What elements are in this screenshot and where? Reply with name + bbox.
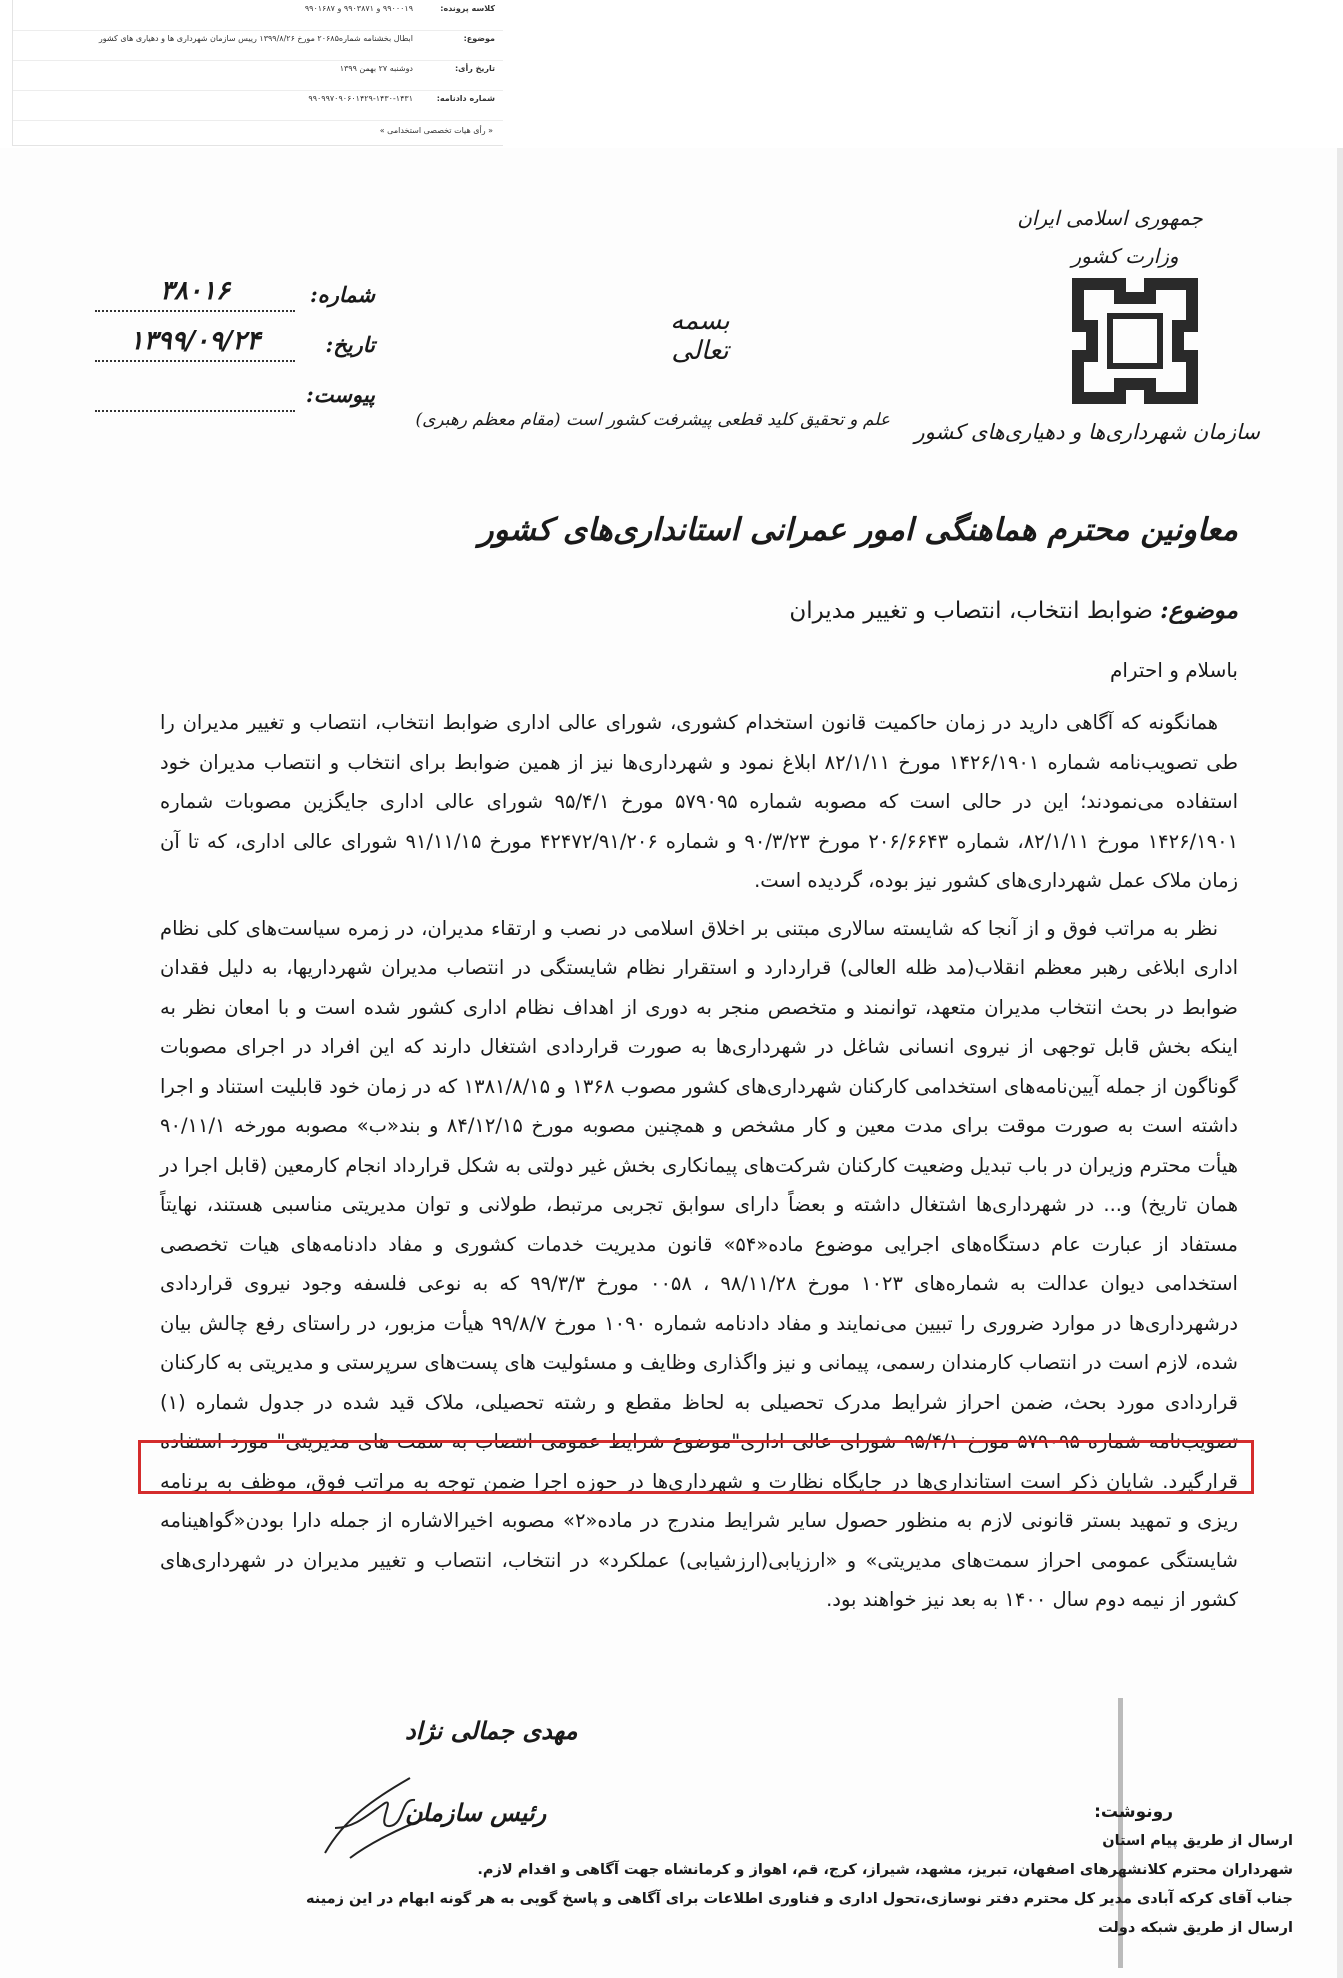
paragraph-2: نظر به مراتب فوق و از آنجا که شایسته سالاری مبتنی بر اخلاق اسلامی در نصب و ارتقاء مدیران، در زمره سیاست‌های کلی نظام اداری ابلاغی رهبر معظم انقلاب(مد ظله العالی) قراردارد و استقرار نظام شایستگی در انتصاب مدیران شهرداریها، به دلیل فقدان ضوابط در بحث انتخاب مدیران متعهد، توانمند و متخصص منجر به دوری از اهداف نظام اداری کشور شده است و با امعان نظر به اینکه بخش قابل توجهی از نیروی انسانی شاغل در شهرداری‌ها به صورت قراردادی اشتغال دارند که این افراد در اجرای مصوبات گوناگون از جمله آیین‌نامه‌های استخدامی کارکنان شهرداری‌های کشور مصوب ۱۳۶۸ و ۱۳۸۱/۸/۱۵ که در زمان خود قابلیت استناد و اجرا داشته است به صورت موقت برای مدت معین و کار مشخص و همچنین مصوبه مورخ ۸۴/۱۲/۱۵ و بند«ب» مصوبه مورخه ۹۰/۱۱/۱ هیأت محترم وزیران در باب تبدیل وضعیت کارکنان شرکت‌های پیمانکاری بخش غیر دولتی به شکل قرارداد انجام کارمعین (قابل اجرا در همان تاریخ) و... در شهرداری‌ها اشتغال داشته و بعضاً دارای سوابق تجربی مرتبط، طولانی و توان مدیریتی مناسبی هستند، نهایتاً مستفاد از عبارت عام دستگاه‌های اجرایی موضوع ماده«۵۴» قانون مدیریت خدمات کشوری و مفاد دادنامه‌های هیات تخصصی استخدامی دیوان عدالت به شماره‌های ۱۰۲۳ مورخ ۹۸/۱۱/۲۸ ، ۰۰۵۸ مورخ ۹۹/۳/۳ که به نوعی فلسفه وجود نیروی قراردادی درشهرداری‌ها در موارد ضروری را تبیین می‌نمایند و مفاد دادنامه شماره ۱۰۹۰ مورخ ۹۹/۸/۷ هیأت مزبور، در راستای رفع چالش بیان شده، لازم است در انتصاب کارمندان رسمی، پیمانی و نیز واگذاری وظایف و مسئولیت های پست‌های سرپرستی و مدیریتی به کارکنان قراردادی مورد بحث، ضمن احراز شرایط مدرک تحصیلی به لحاظ مقطع و رشته تحصیلی، ملاک قید شده در جدول شماره (۱) تصویب‌نامه شماره ۵۷۹۰۹۵ مورخ ۹۵/۴/۱ شورای عالی اداری"موضوع شرایط عمومی انتصاب به سمت های مدیریتی" مورد استفاده قرارگیرد. شایان ذکر است استانداری‌ها در جایگاه نظارت و شهرداری‌ها در حوزه اجرا ضمن توجه به مراتب فوق، موظف به برنامه ریزی و تمهید بستر قانونی لازم به منظور حصول سایر شرایط مندرج در ماده«۲» مصوبه اخیرالاشاره از جمله دارا بودن«گواهینامه شایستگی عمومی احراز سمت‌های مدیریتی» و «ارزیابی(ارزشیابی) عملکرد» در انتخاب، انتصاب و تغییر مدیران در شهرداری‌های کشور از نیمه دوم سال ۱۴۰۰ به بعد نیز خواهند بود.: [160, 916, 1239, 1611]
ruling-date-value: دوشنبه ۲۷ بهمن ۱۳۹۹: [339, 64, 413, 73]
subject-label: موضوع:: [463, 34, 495, 43]
letter-subject-label: موضوع:: [1160, 597, 1238, 624]
letter-date-label: تاریخ:: [325, 332, 375, 357]
basmala: بسمه تعالی: [670, 306, 730, 366]
letter-date-value: ۱۳۹۹/۰۹/۲۴: [95, 326, 295, 362]
attachment-value: [95, 376, 295, 412]
cc-line: شهرداران محترم کلانشهرهای اصفهان، تبریز، مشهد، شیراز، کرج، قم، اهواز و کرمانشاه جهت آگاهی و اقدام لازم.: [477, 1862, 1293, 1878]
verdict-number-value: ۹۹۰۹۹۷۰۹۰۶۰۱۴۲۹-۱۴۳۰-۱۴۳۱: [308, 94, 413, 103]
paragraph-1: همانگونه که آگاهی دارید در زمان حاکمیت قانون استخدام کشوری، شورای عالی اداری ضوابط انتخاب، انتصاب و تغییر مدیران را طی تصویب‌نامه شماره ۱۴۲۶/۱۹۰۱ مورخ ۸۲/۱/۱۱ ابلاغ نمود و شهرداری‌ها نیز از همین ضوابط برای انتخاب و انتصاب مدیران خود استفاده می‌نمودند؛ این در حالی است که مصوبه شماره ۵۷۹۰۹۵ مورخ ۹۵/۴/۱ شورای عالی اداری جایگزین مصوبات شماره ۱۴۲۶/۱۹۰۱ مورخ ۸۲/۱/۱۱، شماره ۲۰۶/۶۶۴۳ مورخ ۹۰/۳/۲۳ و شماره ۴۲۴۷۲/۹۱/۲۰۶ مورخ ۹۱/۱۱/۱۵ شورای عالی اداری، که تا آن زمان ملاک عمل شهرداری‌های کشور نیز بوده، گردیده است.: [160, 711, 1239, 892]
highlight-annotation: [138, 1440, 1254, 1494]
case-info-card: [12, 0, 503, 146]
ruling-date-row: [13, 60, 503, 91]
letter-subject: [789, 597, 1238, 624]
cc-line: ارسال از طریق شبکه دولت: [1098, 1920, 1293, 1936]
motto: علم و تحقیق کلید قطعی پیشرفت کشور است (مقام معظم رهبری): [415, 410, 890, 430]
letter-date-line: [95, 326, 375, 376]
attachment-label: پیوست:: [306, 382, 375, 407]
organization-name: سازمان شهرداری‌ها و دهیاری‌های کشور: [914, 420, 1260, 444]
signer-name: مهدی جمالی نژاد: [405, 1716, 578, 1745]
scan-edge: [1337, 148, 1343, 1978]
letter-number-value: ۳۸۰۱۶: [95, 276, 295, 312]
addressee: معاونین محترم هماهنگی امور عمرانی استانداری‌های کشور: [478, 512, 1238, 548]
letter-number-label: شماره:: [309, 282, 375, 307]
attachment-line: [95, 376, 375, 426]
subject-value: ابطال بخشنامه شماره۲۰۶۸۵ مورخ ۱۳۹۹/۸/۲۶ رییس سازمان شهرداری ها و دهیاری های کشور: [98, 34, 413, 43]
signer-title: رئیس سازمان: [405, 1798, 547, 1827]
case-file-row: [13, 0, 503, 31]
organization-emblem-icon: [1070, 276, 1200, 406]
carbon-copy-block: [290, 1798, 1293, 1943]
greeting: باسلام و احترام: [1109, 658, 1238, 682]
cc-line: ارسال از طریق پیام استان: [1102, 1833, 1293, 1849]
subject-row: [13, 30, 503, 61]
ministry-heading: وزارت کشور: [1071, 244, 1179, 268]
scanned-letter: [0, 148, 1343, 1978]
case-file-value: ۹۹۰۰۰۱۹ و ۹۹۰۳۸۷۱ و ۹۹۰۱۶۸۷: [304, 4, 413, 13]
verdict-number-row: [13, 90, 503, 121]
republic-heading: جمهوری اسلامی ایران: [1017, 206, 1203, 230]
case-file-label: کلاسه پرونده:: [440, 4, 495, 13]
cc-line: جناب آقای کرکه آبادی مدیر کل محترم دفتر نوسازی،تحول اداری و فناوری اطلاعات برای آگاهی و پاسخ گویی به هر گونه ابهام در این زمینه: [306, 1891, 1293, 1907]
letter-subject-value: ضوابط انتخاب، انتصاب و تغییر مدیران: [789, 598, 1153, 624]
reference-block: [95, 276, 375, 426]
letter-number-line: [95, 276, 375, 326]
verdict-number-label: شماره دادنامه:: [436, 94, 495, 103]
ruling-date-label: تاریخ رأی:: [454, 64, 495, 73]
verdict-type-footer: « رأی هیات تخصصی استخدامی »: [379, 126, 493, 135]
cc-title: رونوشت:: [1094, 1802, 1173, 1822]
